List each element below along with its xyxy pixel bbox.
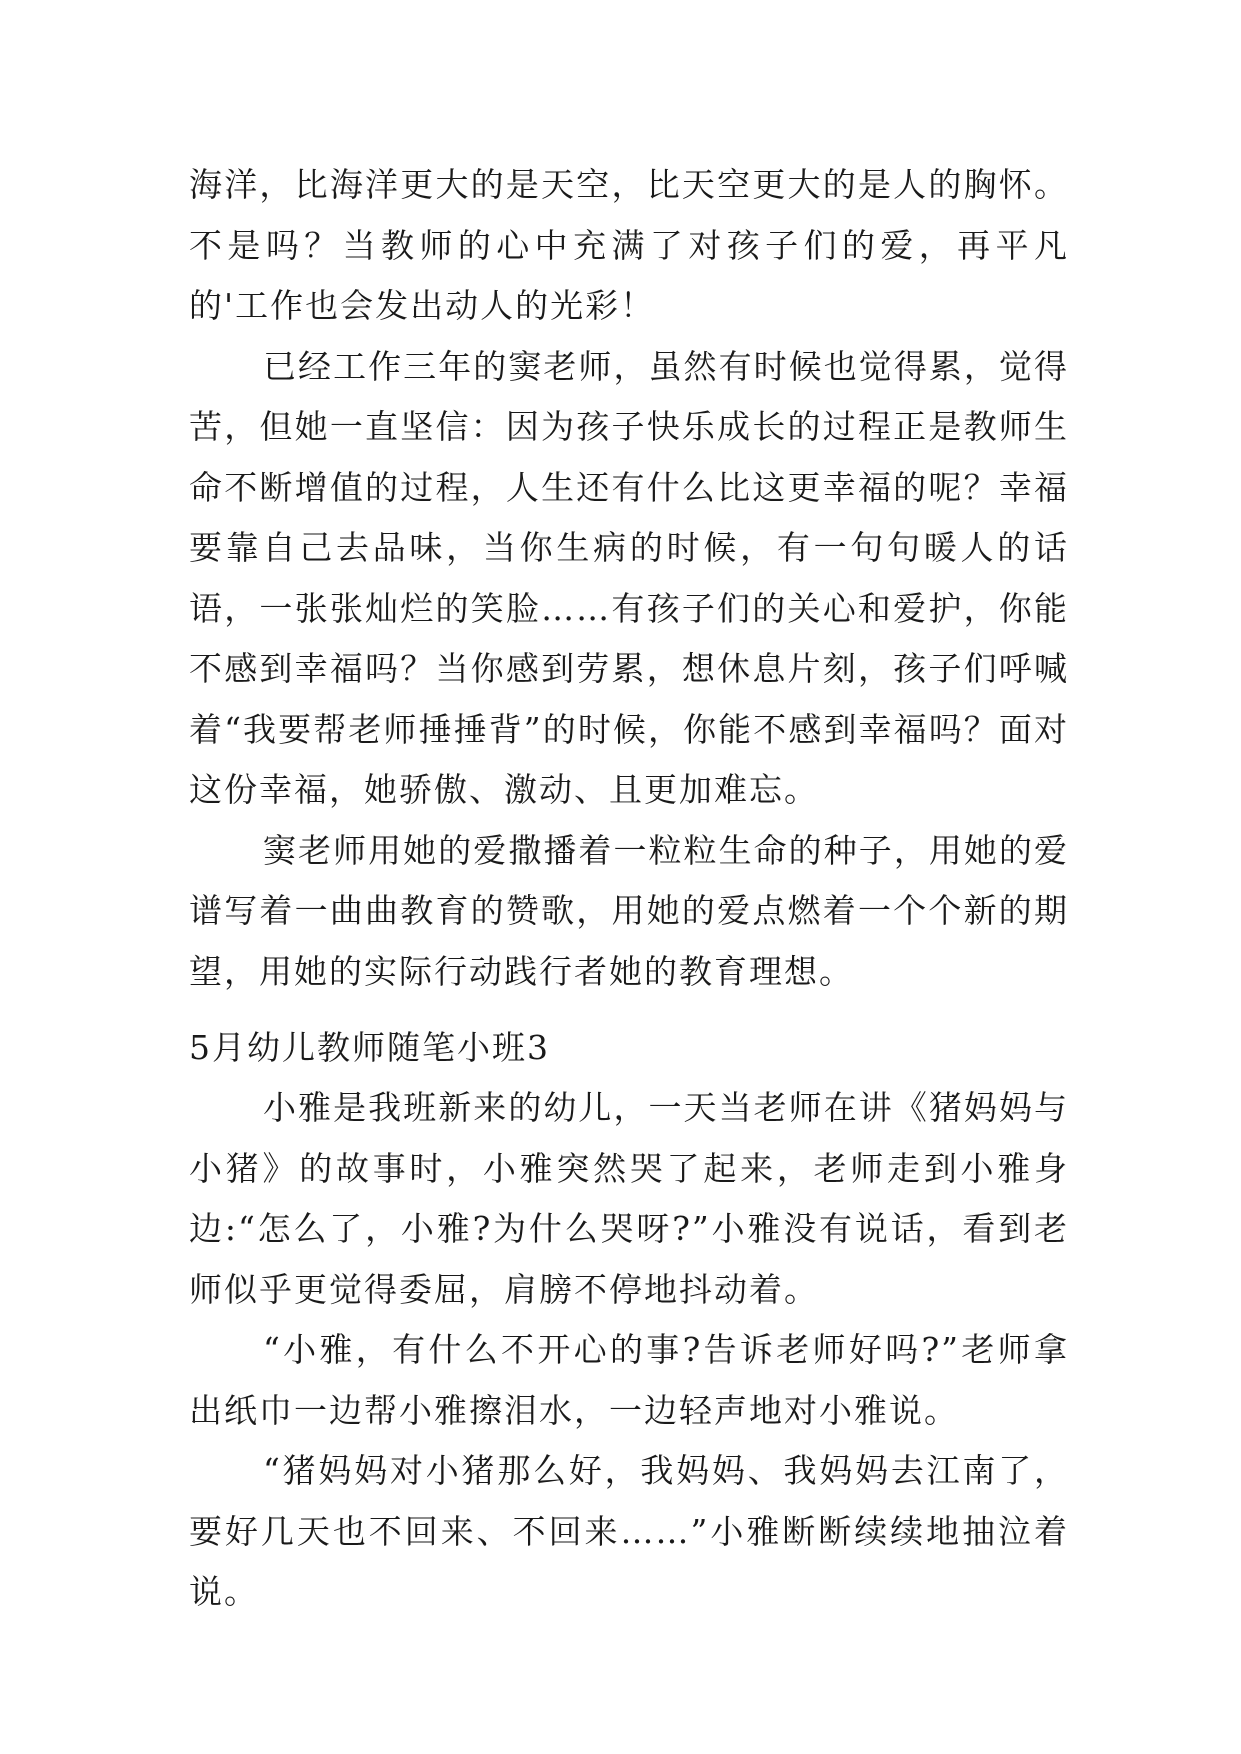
paragraph-5: “小雅，有什么不开心的事?告诉老师好吗?”老师拿出纸巾一边帮小雅擦泪水，一边轻声地对小雅说。: [189, 1330, 1069, 1430]
paragraph-1: 海洋，比海洋更大的是天空，比天空更大的是人的胸怀。不是吗？当教师的心中充满了对孩子们的爱，再平凡的'工作也会发出动人的光彩！: [189, 165, 1069, 325]
section-2-body: [189, 1078, 1069, 1623]
section-1-body: [189, 155, 1069, 1002]
section-2-title: 5月幼儿教师随笔小班3: [189, 1028, 550, 1067]
paragraph-4: 小雅是我班新来的幼儿，一天当老师在讲《猪妈妈与小猪》的故事时，小雅突然哭了起来，老师走到小雅身边:“怎么了，小雅?为什么哭呀?”小雅没有说话，看到老师似乎更觉得委屈，肩膀不停地抖动着。: [189, 1088, 1069, 1309]
paragraph-2: 已经工作三年的窦老师，虽然有时候也觉得累，觉得苦，但她一直坚信：因为孩子快乐成长的过程正是教师生命不断增值的过程，人生还有什么比这更幸福的呢？幸福要靠自己去品味，当你生病的时候，有一句句暖人的话语，一张张灿烂的笑脸……有孩子们的关心和爱护，你能不感到幸福吗？当你感到劳累，想休息片刻，孩子们呼喊着“我要帮老师捶捶背”的时候，你能不感到幸福吗？面对这份幸福，她骄傲、激动、且更加难忘。: [189, 346, 1069, 809]
paragraph-3: 窦老师用她的爱撒播着一粒粒生命的种子，用她的爱谱写着一曲曲教育的赞歌，用她的爱点燃着一个个新的期望，用她的实际行动践行者她的教育理想。: [189, 830, 1069, 991]
paragraph-6: “猪妈妈对小猪那么好，我妈妈、我妈妈去江南了，要好几天也不回来、不回来……”小雅断断续续地抽泣着说。: [189, 1451, 1069, 1611]
